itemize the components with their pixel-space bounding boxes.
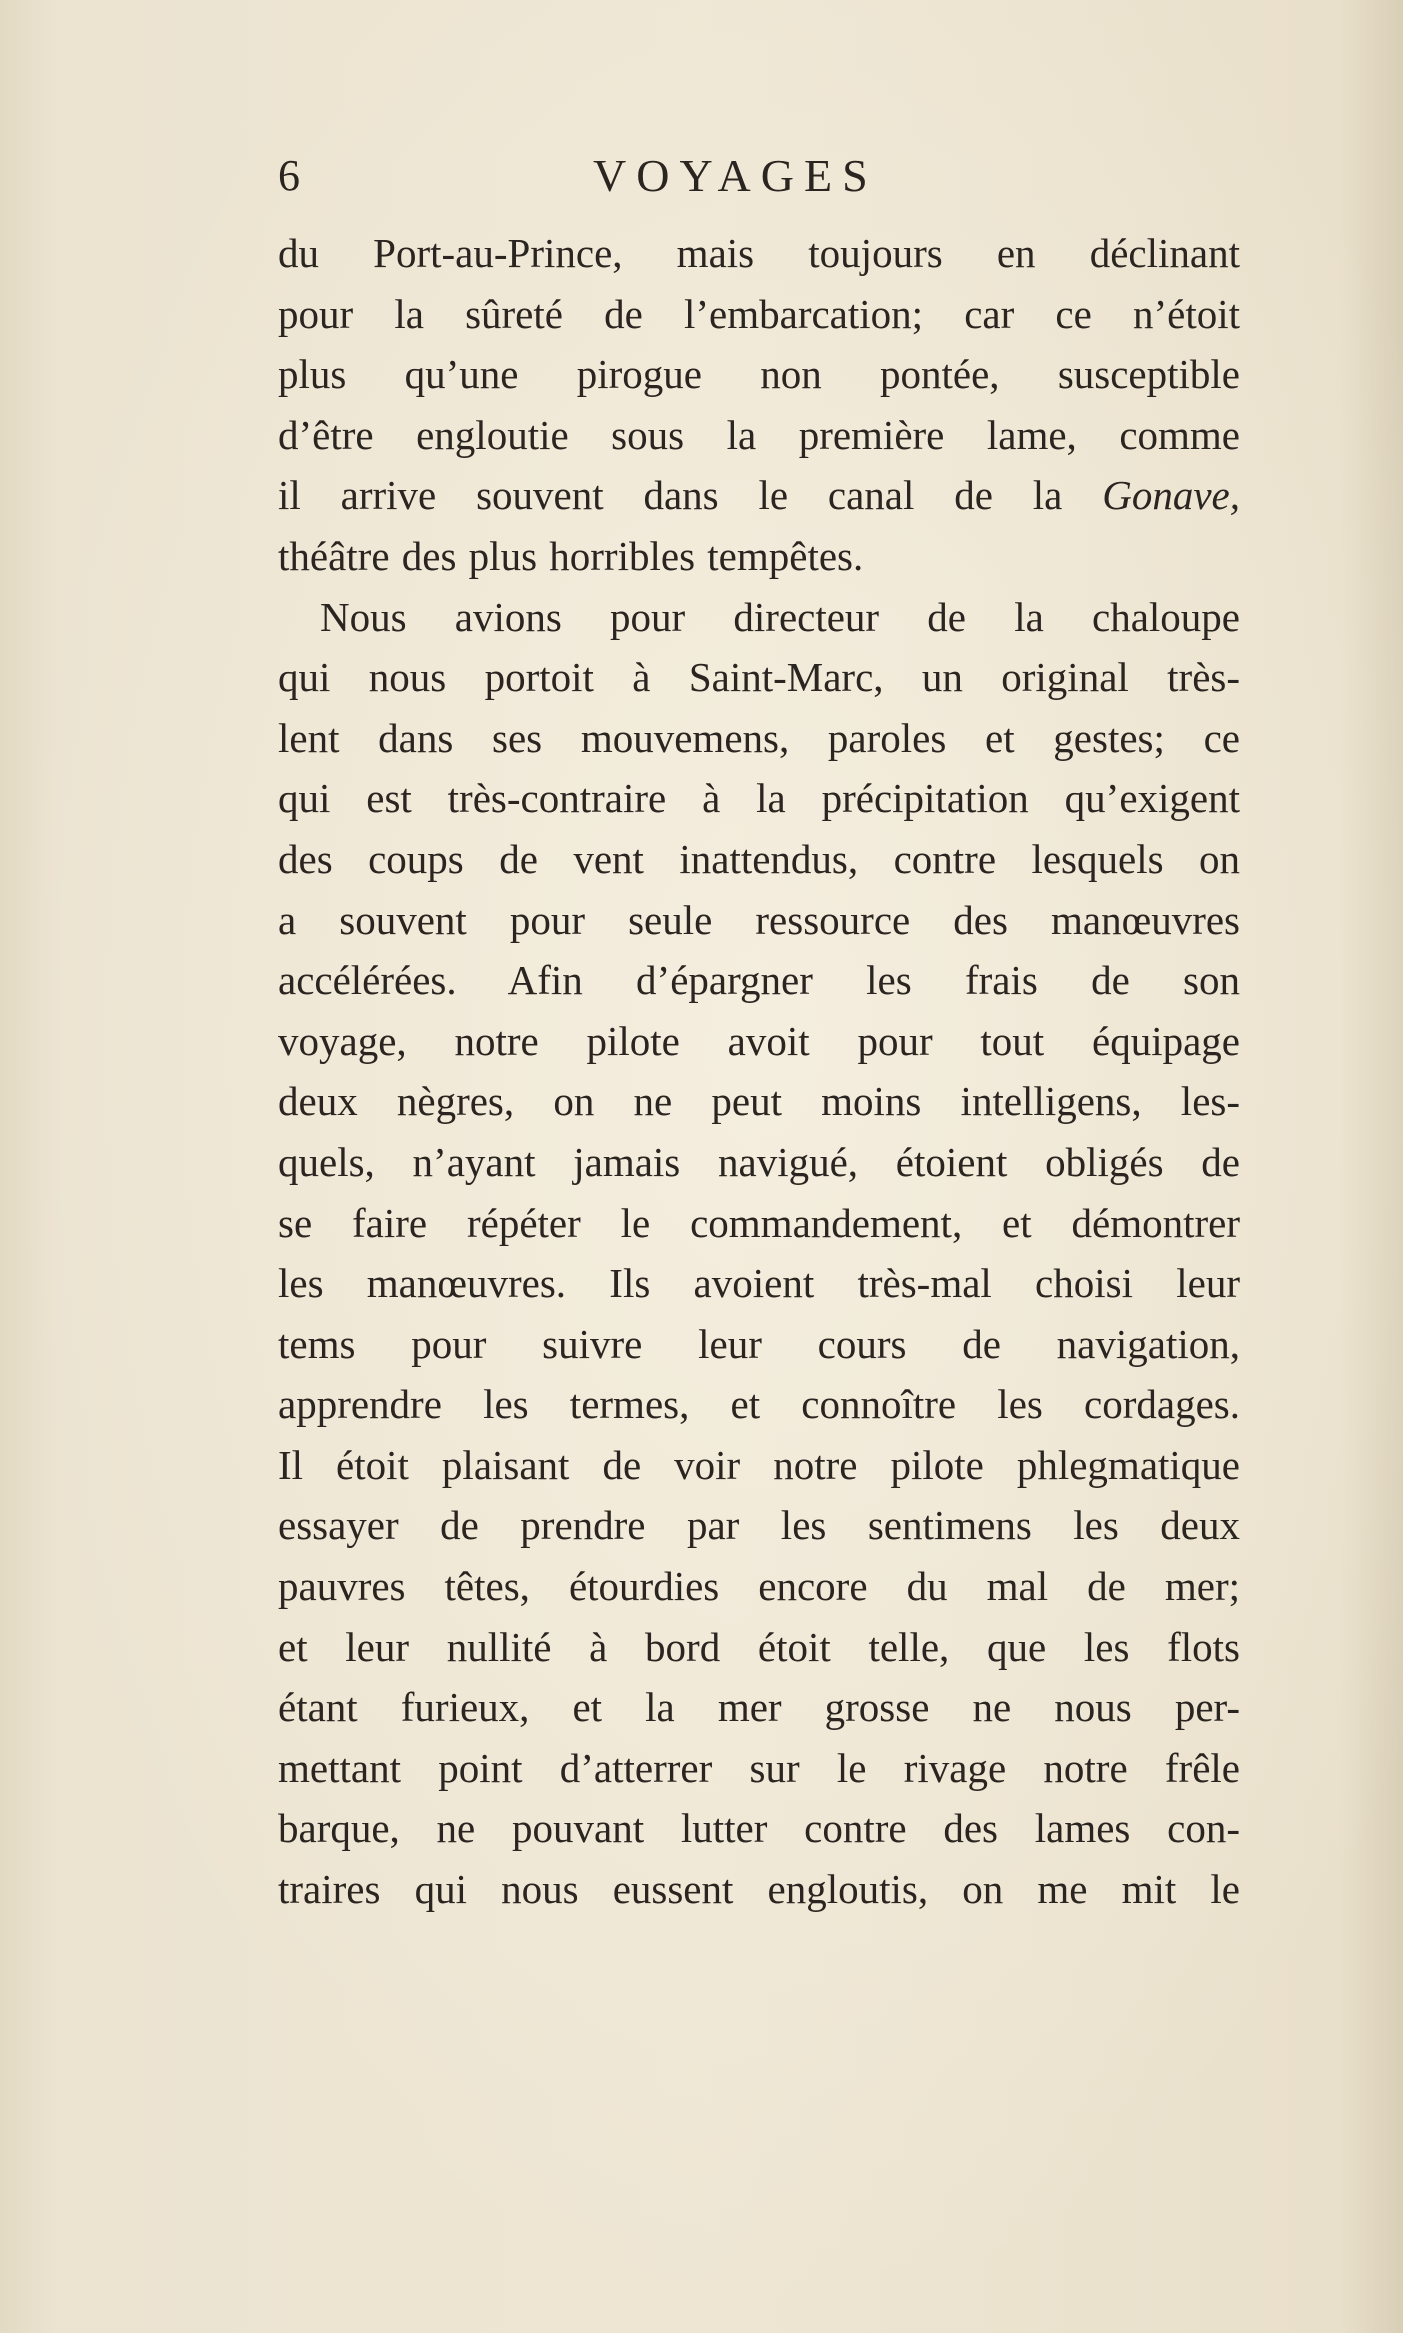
text-line: étant furieux, et la mer grosse ne nous per- [278, 1684, 1240, 1731]
text-line: quels, n’ayant jamais navigué, étoient obligés de [278, 1138, 1240, 1185]
text-line [278, 465, 1240, 526]
text-line: pour la sûreté de l’embarcation; car ce n’étoit [278, 290, 1240, 337]
text-line: plus qu’une pirogue non pontée, susceptible [278, 351, 1240, 398]
body-text [278, 223, 1240, 1920]
text-line: théâtre des plus horribles tempêtes. [278, 532, 864, 579]
text-line: deux nègres, on ne peut moins intelligens, les- [278, 1078, 1240, 1125]
text-line: traires qui nous eussent engloutis, on me mit le [278, 1866, 1240, 1913]
running-title: VOYAGES [593, 150, 878, 201]
text-line: du Port-au-Prince, mais toujours en déclinant [278, 230, 1240, 276]
text-line: se faire répéter le commandement, et démontrer [278, 1199, 1240, 1246]
text-line: pauvres têtes, étourdies encore du mal de mer; [278, 1563, 1240, 1610]
text-line: qui nous portoit à Saint-Marc, un original très- [278, 654, 1240, 701]
italic-place-name: Gonave, [1102, 472, 1240, 519]
text-line: apprendre les termes, et connoître les cordages. [278, 1381, 1240, 1428]
text-line: qui est très-contraire à la précipitation qu’exigent [278, 775, 1240, 822]
text-line: voyage, notre pilote avoit pour tout équipage [278, 1017, 1240, 1064]
text-line: les manœuvres. Ils avoient très-mal choisi leur [278, 1260, 1240, 1307]
text-line: essayer de prendre par les sentimens les deux [278, 1502, 1240, 1549]
text-line: accélérées. Afin d’épargner les frais de son [278, 957, 1240, 1004]
page-header [278, 146, 908, 216]
text-segment: il arrive souvent dans le canal de la [278, 472, 1103, 519]
text-line: Il étoit plaisant de voir notre pilote phlegmatique [278, 1441, 1240, 1488]
text-line: d’être engloutie sous la première lame, comme [278, 411, 1240, 458]
text-line: et leur nullité à bord étoit telle, que les flots [278, 1623, 1240, 1670]
text-line: a souvent pour seule ressource des manœuvres [278, 896, 1240, 943]
text-line: des coups de vent inattendus, contre lesquels on [278, 835, 1240, 882]
text-line: tems pour suivre leur cours de navigation, [278, 1320, 1240, 1367]
text-line: barque, ne pouvant lutter contre des lames con- [278, 1805, 1240, 1852]
text-line: Nous avions pour directeur de la chaloupe [320, 593, 1240, 640]
page-number: 6 [278, 151, 301, 200]
text-line: mettant point d’atterrer sur le rivage notre frêle [278, 1744, 1240, 1791]
text-line: lent dans ses mouvemens, paroles et gestes; ce [278, 714, 1240, 761]
